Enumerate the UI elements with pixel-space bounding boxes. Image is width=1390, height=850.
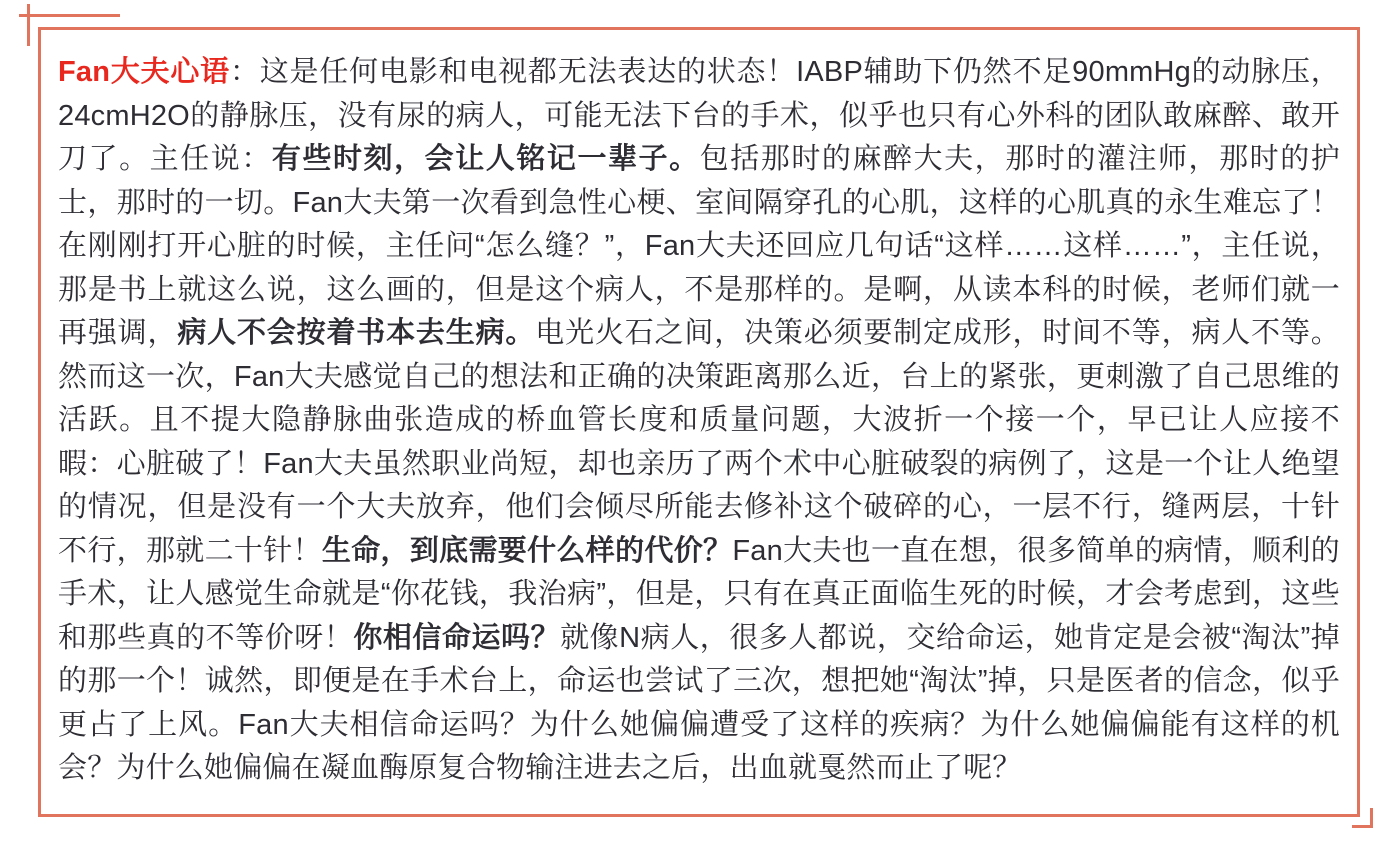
article-bold-segment: 病人不会按着书本去生病。 bbox=[177, 317, 536, 349]
article-normal-segment: ：这是任何电影和电视都无法表达的状态！IABP辅助下仍然不足90mmHg的动脉压，24cmH2O的静脉压，没有尿的病人，可能无法下台的手术，似乎也只有心外科的团队敢麻醉、敢开刀了。主任说： bbox=[58, 56, 1340, 175]
article-bold-segment: 你相信命运吗？ bbox=[353, 621, 561, 654]
article-bold-segment: 生命，到底需要什么样的代价？ bbox=[321, 534, 733, 567]
crop-mark-vertical-line bbox=[27, 4, 30, 46]
quote-box bbox=[38, 27, 1360, 817]
article-normal-segment: 就像N病人，很多人都说，交给命运，她肯定是会被“淘汰”掉的那一个！诚然，即便是在手术台上，命运也尝试了三次，想把她“淘汰”掉，只是医者的信念，似乎更占了上风。Fan大夫相信命运吗？为什么她偏偏遭受了这样的疾病？为什么她偏偏能有这样的机会？为什么她偏偏在凝血酶原复合物输注进去之后，出血就戛然而止了呢？ bbox=[58, 621, 1340, 784]
article-paragraph bbox=[41, 30, 1357, 791]
article-normal-segment: 电光火石之间，决策必须要制定成形，时间不等，病人不等。然而这一次，Fan大夫感觉自己的想法和正确的决策距离那么近，台上的紧张，更刺激了自己思维的活跃。且不提大隐静脉曲张造成的桥血管长度和质量问题，大波折一个接一个，早已让人应接不暇：心脏破了！Fan大夫虽然职业尚短，却也亲历了两个术中心脏破裂的病例了，这是一个让人绝望的情况，但是没有一个大夫放弃，他们会倾尽所能去修补这个破碎的心，一层不行，缝两层，十针不行，那就二十针！ bbox=[58, 317, 1340, 567]
crop-mark-horizontal-line bbox=[19, 14, 120, 17]
article-bold-segment: 有些时刻，会让人铭记一辈子。 bbox=[271, 143, 700, 175]
article-normal-segment: 包括那时的麻醉大夫，那时的灌注师，那时的护士，那时的一切。Fan大夫第一次看到急性心梗、室间隔穿孔的心肌，这样的心肌真的永生难忘了！在刚刚打开心脏的时候，主任问“怎么缝？”，Fan大夫还回应几句话“这样……这样……”，主任说，那是书上就这么说，这么画的，但是这个病人，不是那样的。是啊，从读本科的时候，老师们就一再强调， bbox=[58, 143, 1340, 349]
article-title-label: Fan大夫心语 bbox=[58, 56, 230, 88]
corner-bracket-horizontal-line bbox=[1352, 825, 1373, 828]
article-normal-segment: Fan大夫也一直在想，很多简单的病情，顺利的手术，让人感觉生命就是“你花钱，我治病”，但是，只有在真正面临生死的时候，才会考虑到，这些和那些真的不等价呀！ bbox=[58, 534, 1340, 654]
